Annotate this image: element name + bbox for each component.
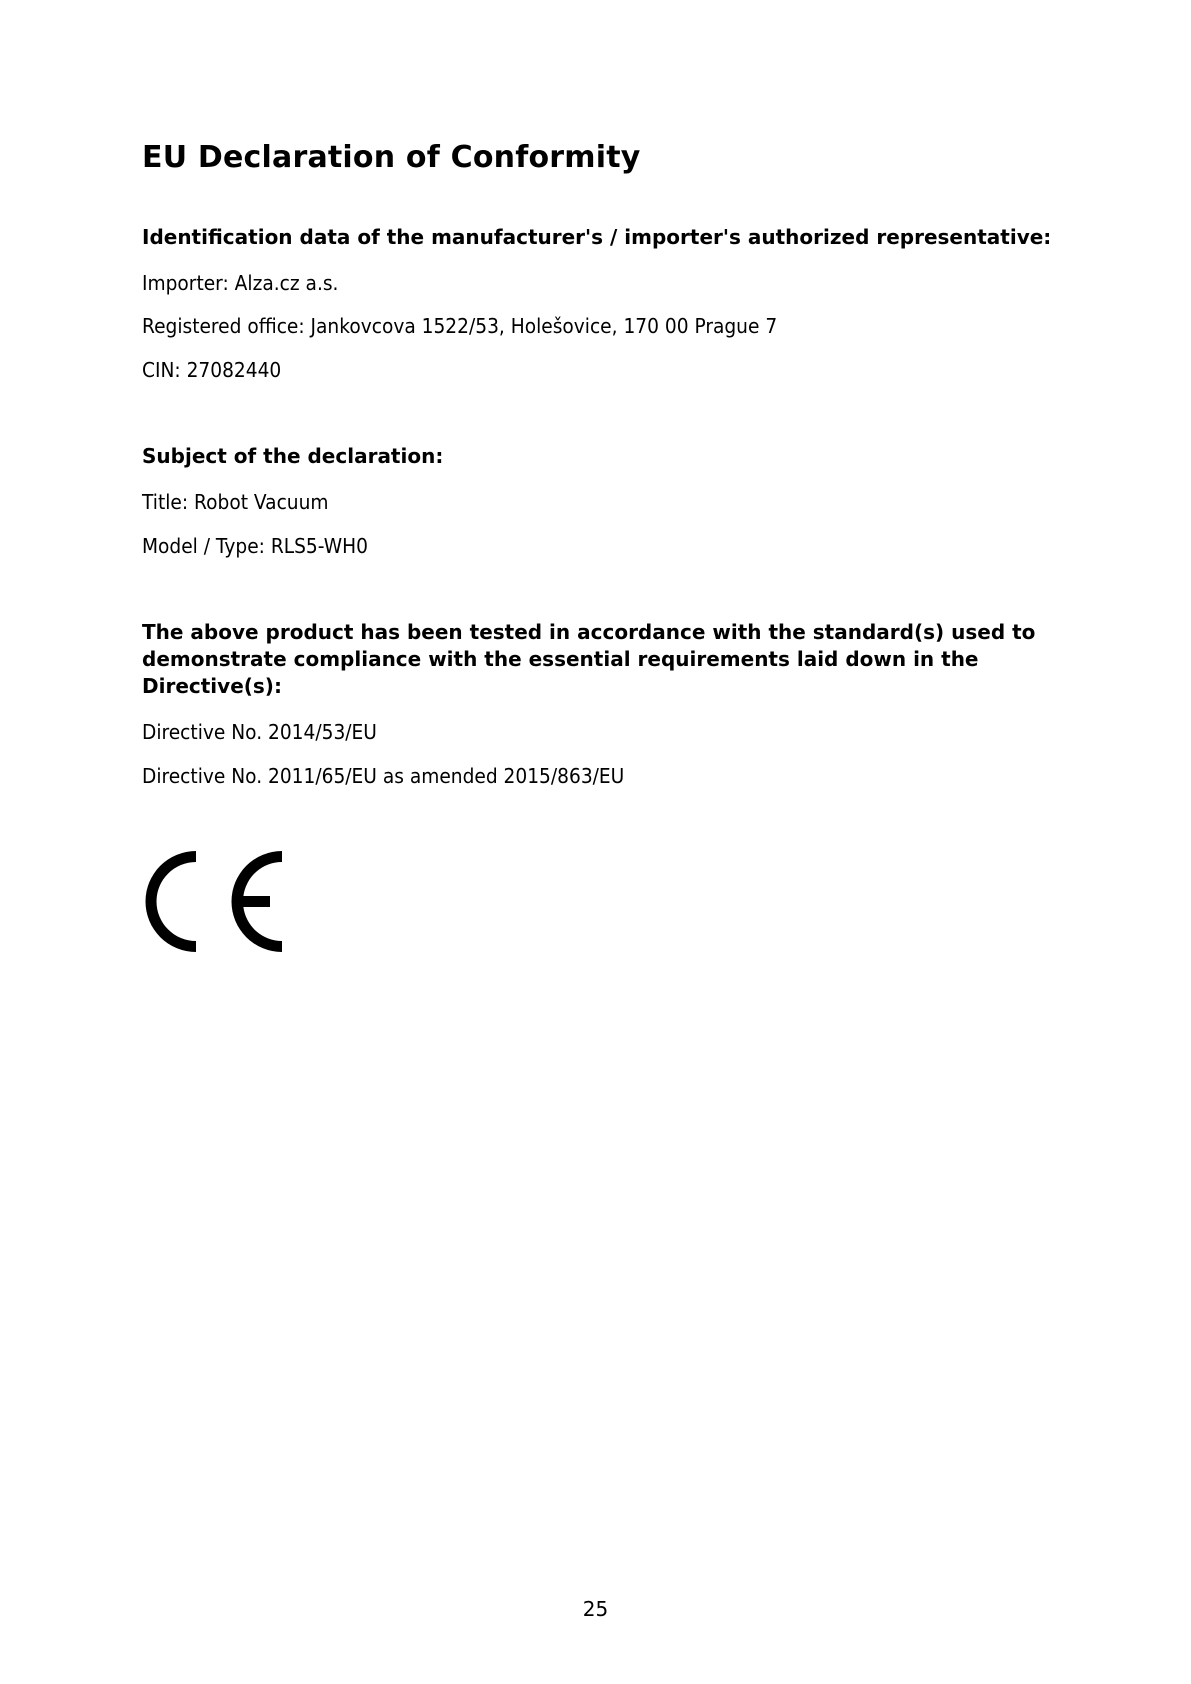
- page-number: 25: [582, 1597, 609, 1621]
- subject-heading: Subject of the declaration:: [142, 444, 444, 468]
- registered-office-line: Registered office: Jankovcova 1522/53, Holešovice, 170 00 Prague 7: [142, 314, 778, 338]
- identification-heading: Identification data of the manufacturer's / importer's authorized representative:: [142, 225, 1052, 249]
- ce-mark-icon: [141, 851, 282, 952]
- importer-line: Importer: Alza.cz a.s.: [142, 271, 339, 295]
- compliance-heading: The above product has been tested in accordance with the standard(s) used to demonstrate compliance with the essential requirements laid down in the Directive(s):: [142, 620, 1036, 698]
- product-title-line: Title: Robot Vacuum: [142, 490, 329, 514]
- model-type-line: Model / Type: RLS5-WH0: [142, 534, 368, 558]
- directive-line: Directive No. 2014/53/EU: [142, 720, 377, 744]
- page-title: EU Declaration of Conformity: [142, 140, 641, 175]
- cin-line: CIN: 27082440: [142, 358, 282, 382]
- directive-line: Directive No. 2011/65/EU as amended 2015/863/EU: [142, 764, 625, 788]
